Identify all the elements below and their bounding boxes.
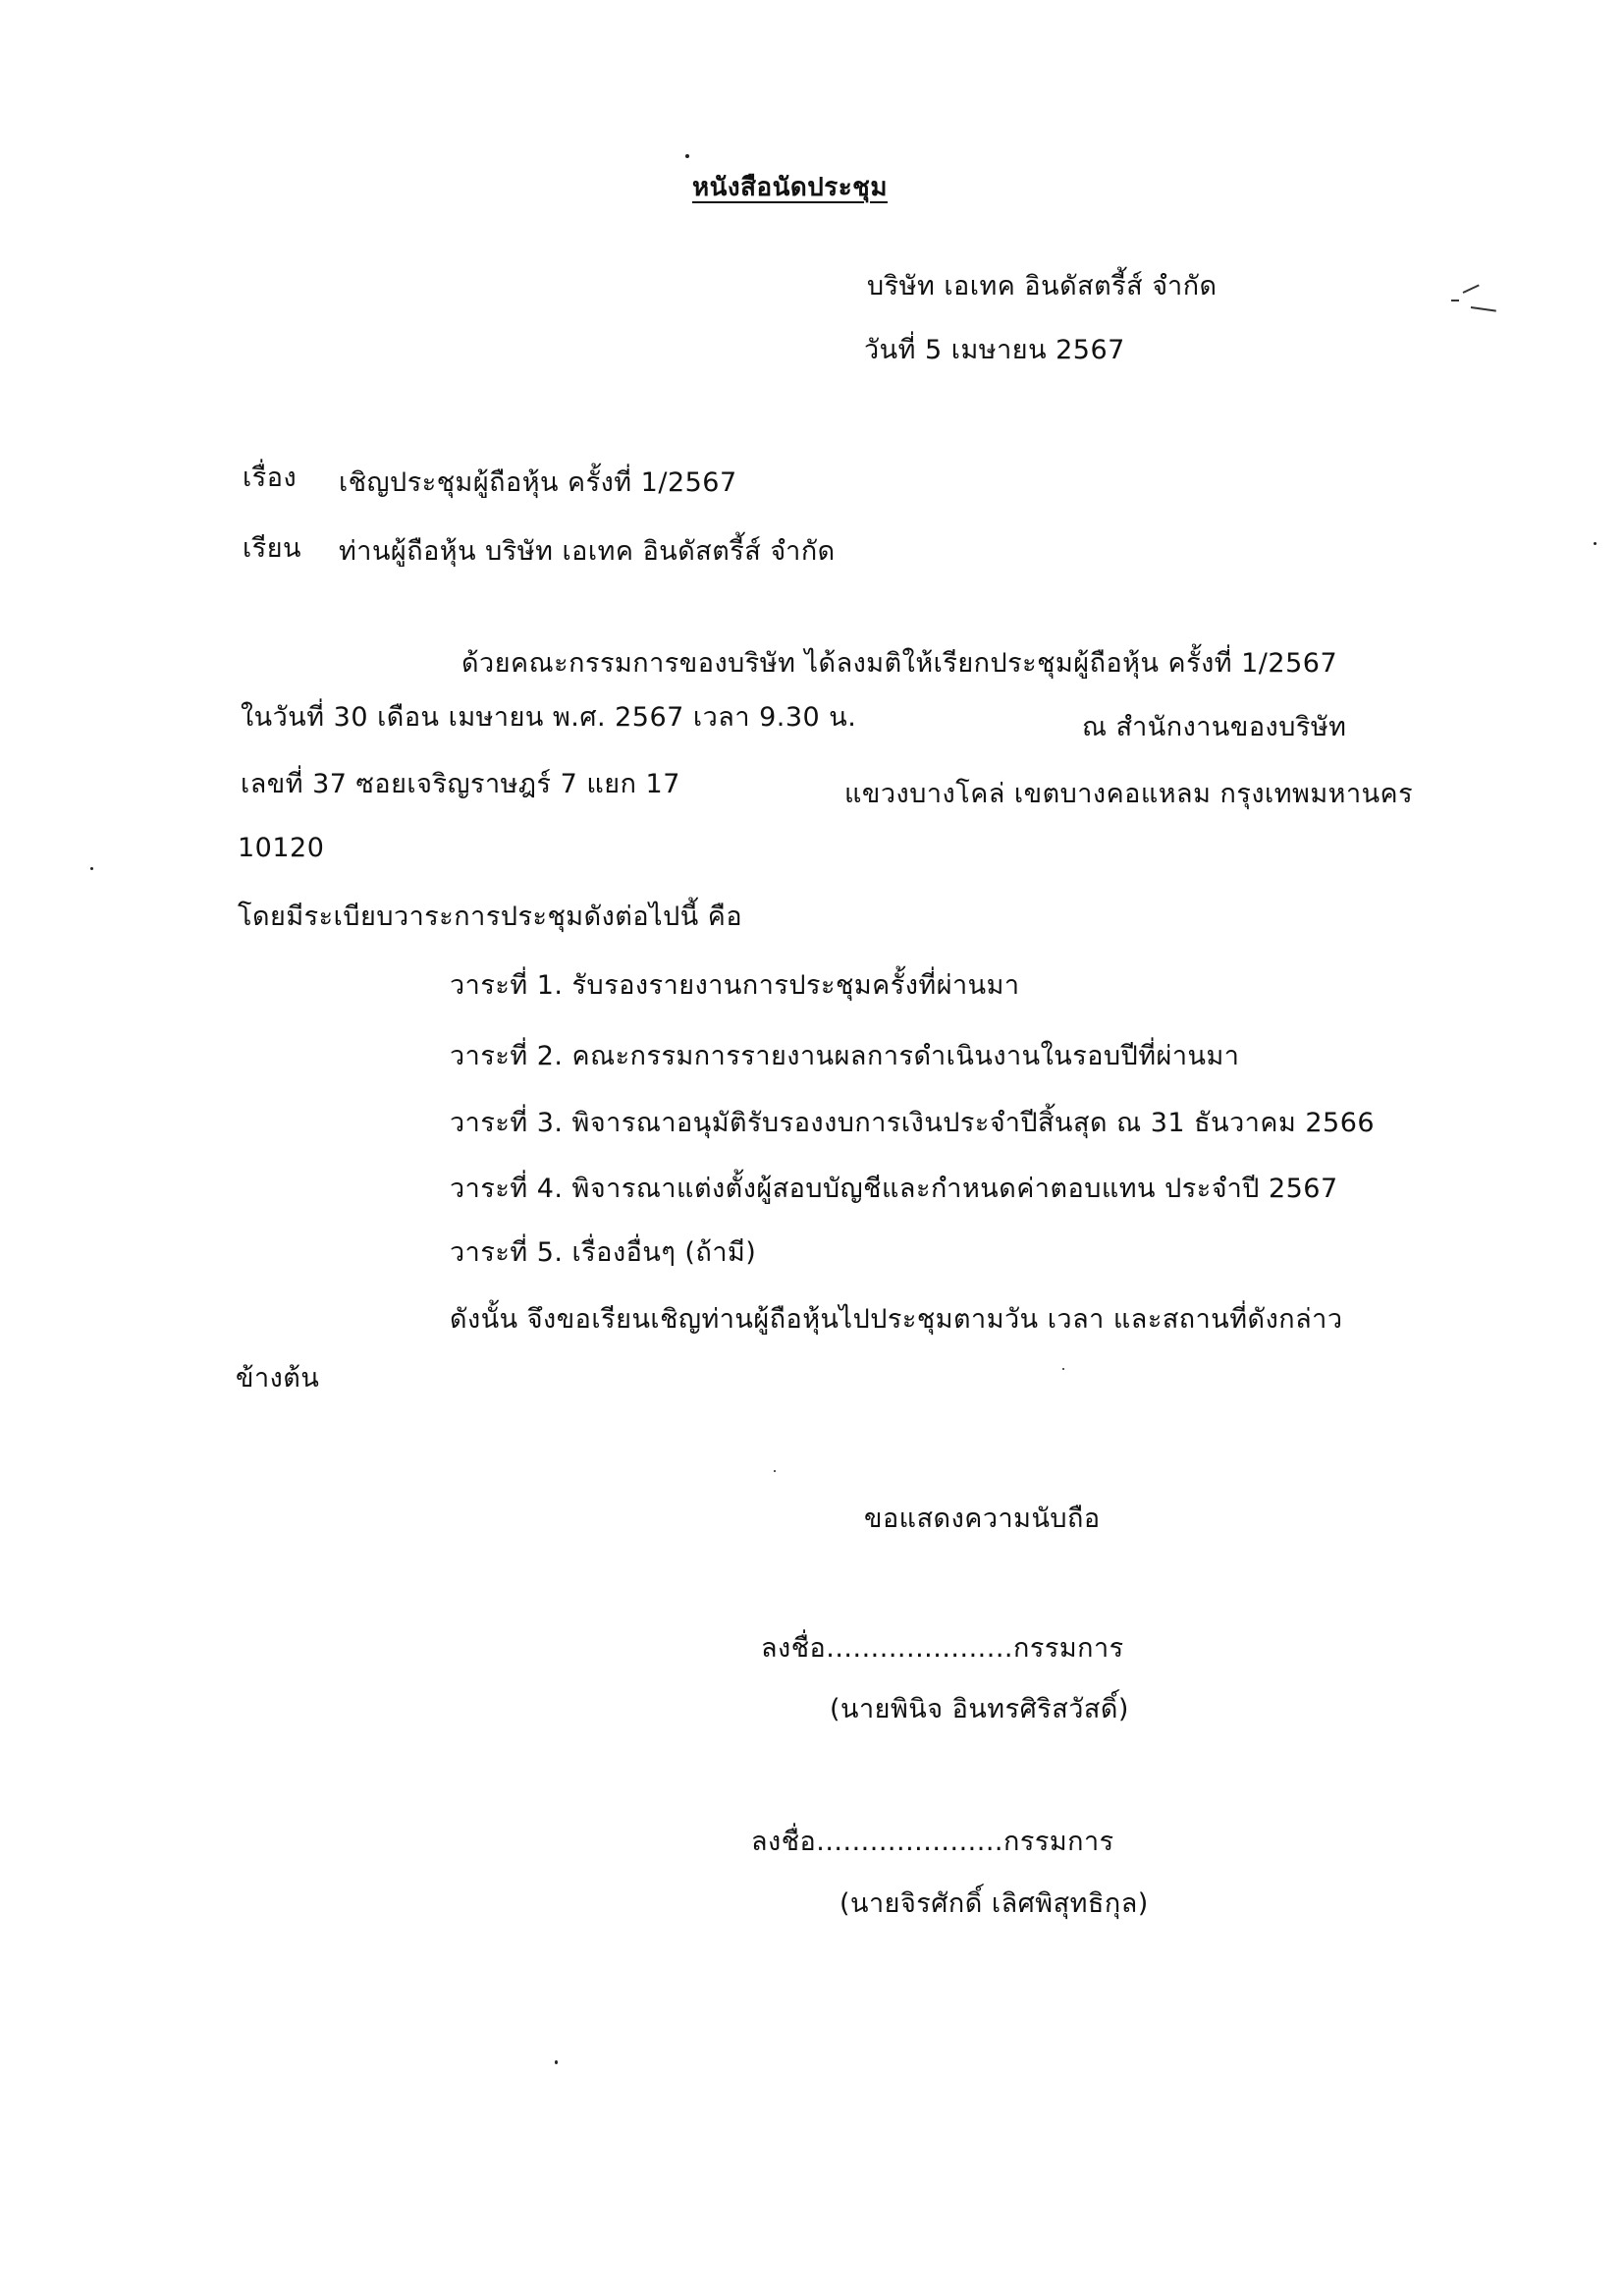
subject-label: เรื่อง <box>243 463 298 493</box>
scan-mark <box>1471 306 1496 312</box>
agenda-item: วาระที่ 2. คณะกรรมการรายงานผลการดำเนินงานในรอบปีที่ผ่านมา <box>450 1041 1240 1071</box>
signature-line-2: ลงชื่อ.....................กรรมการ <box>751 1827 1114 1857</box>
postal-code: 10120 <box>238 833 325 863</box>
scan-speck <box>555 2060 558 2064</box>
scan-speck <box>774 1470 776 1472</box>
recipient-text: ท่านผู้ถือหุ้น บริษัท เอเทค อินดัสตรี้ส์ จำกัด <box>339 536 836 567</box>
signature-line-1: ลงชื่อ.....................กรรมการ <box>761 1633 1124 1664</box>
body-line-2-place: ณ สำนักงานของบริษัท <box>1082 712 1347 742</box>
closing-line-2: ข้างต้น <box>236 1363 320 1394</box>
agenda-item: วาระที่ 5. เรื่องอื่นๆ (ถ้ามี) <box>450 1237 757 1268</box>
recipient-label: เรียน <box>243 533 302 564</box>
regards: ขอแสดงความนับถือ <box>864 1503 1101 1534</box>
date-line: วันที่ 5 เมษายน 2567 <box>864 335 1125 365</box>
body-line-2-date: ในวันที่ 30 เดือน เมษายน พ.ศ. 2567 เวลา 9.30 น. <box>241 702 857 733</box>
body-line-3-district: แขวงบางโคล่ เขตบางคอแหลม กรุงเทพมหานคร <box>844 779 1414 809</box>
body-line-3-address: เลขที่ 37 ซอยเจริญราษฎร์ 7 แยก 17 <box>241 769 680 799</box>
agenda-item: วาระที่ 1. รับรองรายงานการประชุมครั้งที่ผ่านมา <box>450 970 1020 1001</box>
agenda-intro: โดยมีระเบียบวาระการประชุมดังต่อไปนี้ คือ <box>238 902 743 932</box>
agenda-item: วาระที่ 4. พิจารณาแต่งตั้งผู้สอบบัญชีและกำหนดค่าตอบแทน ประจำปี 2567 <box>450 1174 1338 1204</box>
closing-line-1: ดังนั้น จึงขอเรียนเชิญท่านผู้ถือหุ้นไปประชุมตามวัน เวลา และสถานที่ดังกล่าว <box>450 1304 1343 1335</box>
scan-speck <box>90 867 93 870</box>
subject-text: เชิญประชุมผู้ถือหุ้น ครั้งที่ 1/2567 <box>339 467 737 498</box>
scan-speck <box>1594 542 1597 545</box>
scan-speck <box>685 154 689 158</box>
scan-speck <box>1062 1368 1064 1370</box>
signatory-name-2: (นายจิรศักดิ์ เลิศพิสุทธิกุล) <box>839 1888 1149 1919</box>
scan-mark <box>1451 300 1459 301</box>
company-header: บริษัท เอเทค อินดัสตรี้ส์ จำกัด <box>867 271 1218 301</box>
agenda-item: วาระที่ 3. พิจารณาอนุมัติรับรองงบการเงินประจำปีสิ้นสุด ณ 31 ธันวาคม 2566 <box>450 1108 1376 1138</box>
document-title: หนังสือนัดประชุม <box>692 173 888 202</box>
scan-mark <box>1463 284 1480 293</box>
signatory-name-1: (นายพินิจ อินทรศิริสวัสดิ์) <box>830 1694 1129 1724</box>
body-line-1: ด้วยคณะกรรมการของบริษัท ได้ลงมติให้เรียกประชุมผู้ถือหุ้น ครั้งที่ 1/2567 <box>461 648 1338 679</box>
